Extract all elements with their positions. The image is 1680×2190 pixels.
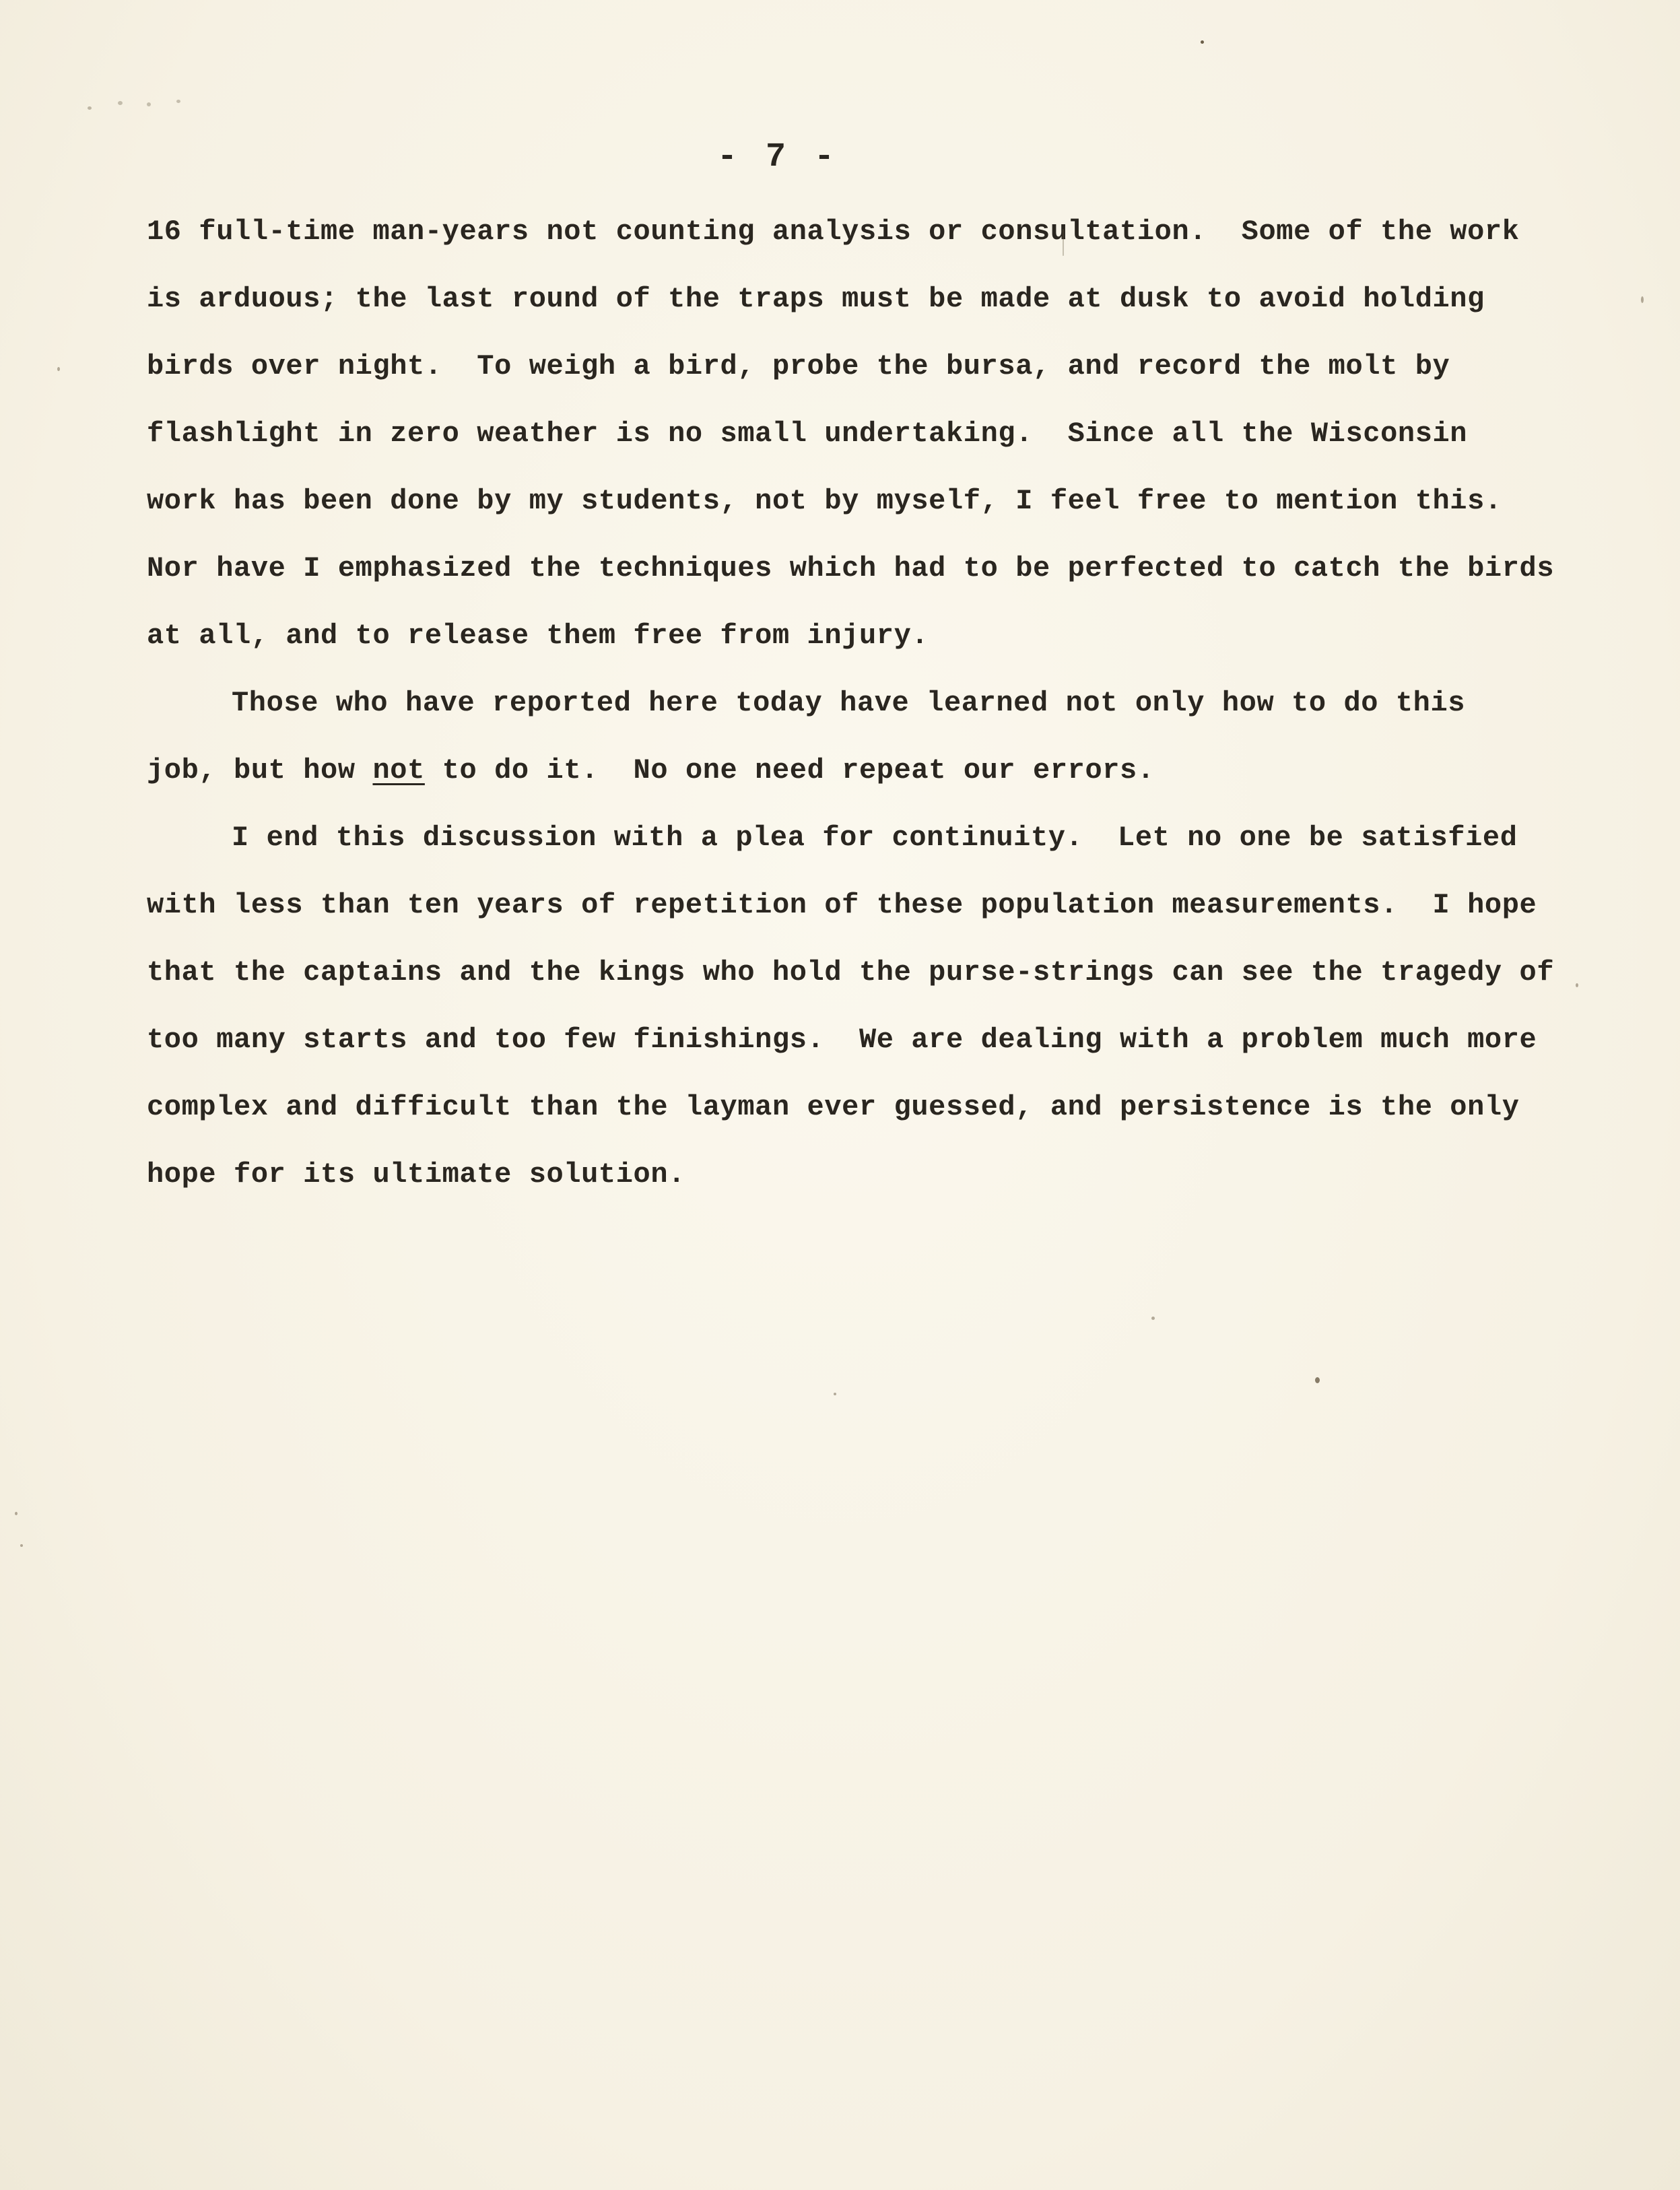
text-line-1: 16 full-time man-years not counting analysis or consultation. Some of the work xyxy=(147,215,1520,248)
text-line-4: flashlight in zero weather is no small undertaking. Since all the Wisconsin xyxy=(147,418,1468,450)
paper-speck xyxy=(1641,296,1644,303)
text-line-13: too many starts and too few finishings. We are dealing with a problem much more xyxy=(147,1024,1537,1056)
text-line-5: work has been done by my students, not by myself, I feel free to mention this. xyxy=(147,485,1502,517)
underlined-word: not xyxy=(372,754,425,787)
text-line-3: birds over night. To weigh a bird, probe the bursa, and record the molt by xyxy=(147,350,1450,383)
paper-speck xyxy=(834,1393,836,1395)
paper-speck xyxy=(118,101,123,105)
paper-speck xyxy=(176,100,180,103)
text-line-14: complex and difficult than the layman ever guessed, and persistence is the only xyxy=(147,1091,1520,1123)
text-line-2: is arduous; the last round of the traps must be made at dusk to avoid holding xyxy=(147,283,1485,315)
paper-speck xyxy=(15,1512,18,1515)
paper-speck xyxy=(1315,1377,1320,1383)
text-line-10: I end this discussion with a plea for continuity. Let no one be satisfied xyxy=(232,822,1518,854)
page-number: - 7 - xyxy=(716,138,839,176)
paper-speck xyxy=(57,367,60,371)
paper-speck xyxy=(20,1544,23,1547)
text-line-6: Nor have I emphasized the techniques which had to be perfected to catch the birds xyxy=(147,552,1555,585)
paper-speck xyxy=(88,106,92,110)
paper-speck xyxy=(1576,983,1578,987)
text-line-12: that the captains and the kings who hold the purse-strings can see the tragedy of xyxy=(147,956,1555,989)
text-line-11: with less than ten years of repetition of these population measurements. I hope xyxy=(147,889,1537,921)
text-line-15: hope for its ultimate solution. xyxy=(147,1158,685,1191)
paper-speck xyxy=(1151,1317,1155,1320)
text-line-9-end: to do it. No one need repeat our errors. xyxy=(424,754,1155,787)
text-line-8: Those who have reported here today have learned not only how to do this xyxy=(232,687,1466,719)
text-line-9-start: job, but how xyxy=(147,754,373,787)
text-line-9 xyxy=(147,756,1155,785)
paper-speck xyxy=(147,102,151,106)
text-line-7: at all, and to release them free from injury. xyxy=(147,620,929,652)
paper-speck xyxy=(1201,40,1204,44)
paper-speck xyxy=(1063,229,1064,256)
